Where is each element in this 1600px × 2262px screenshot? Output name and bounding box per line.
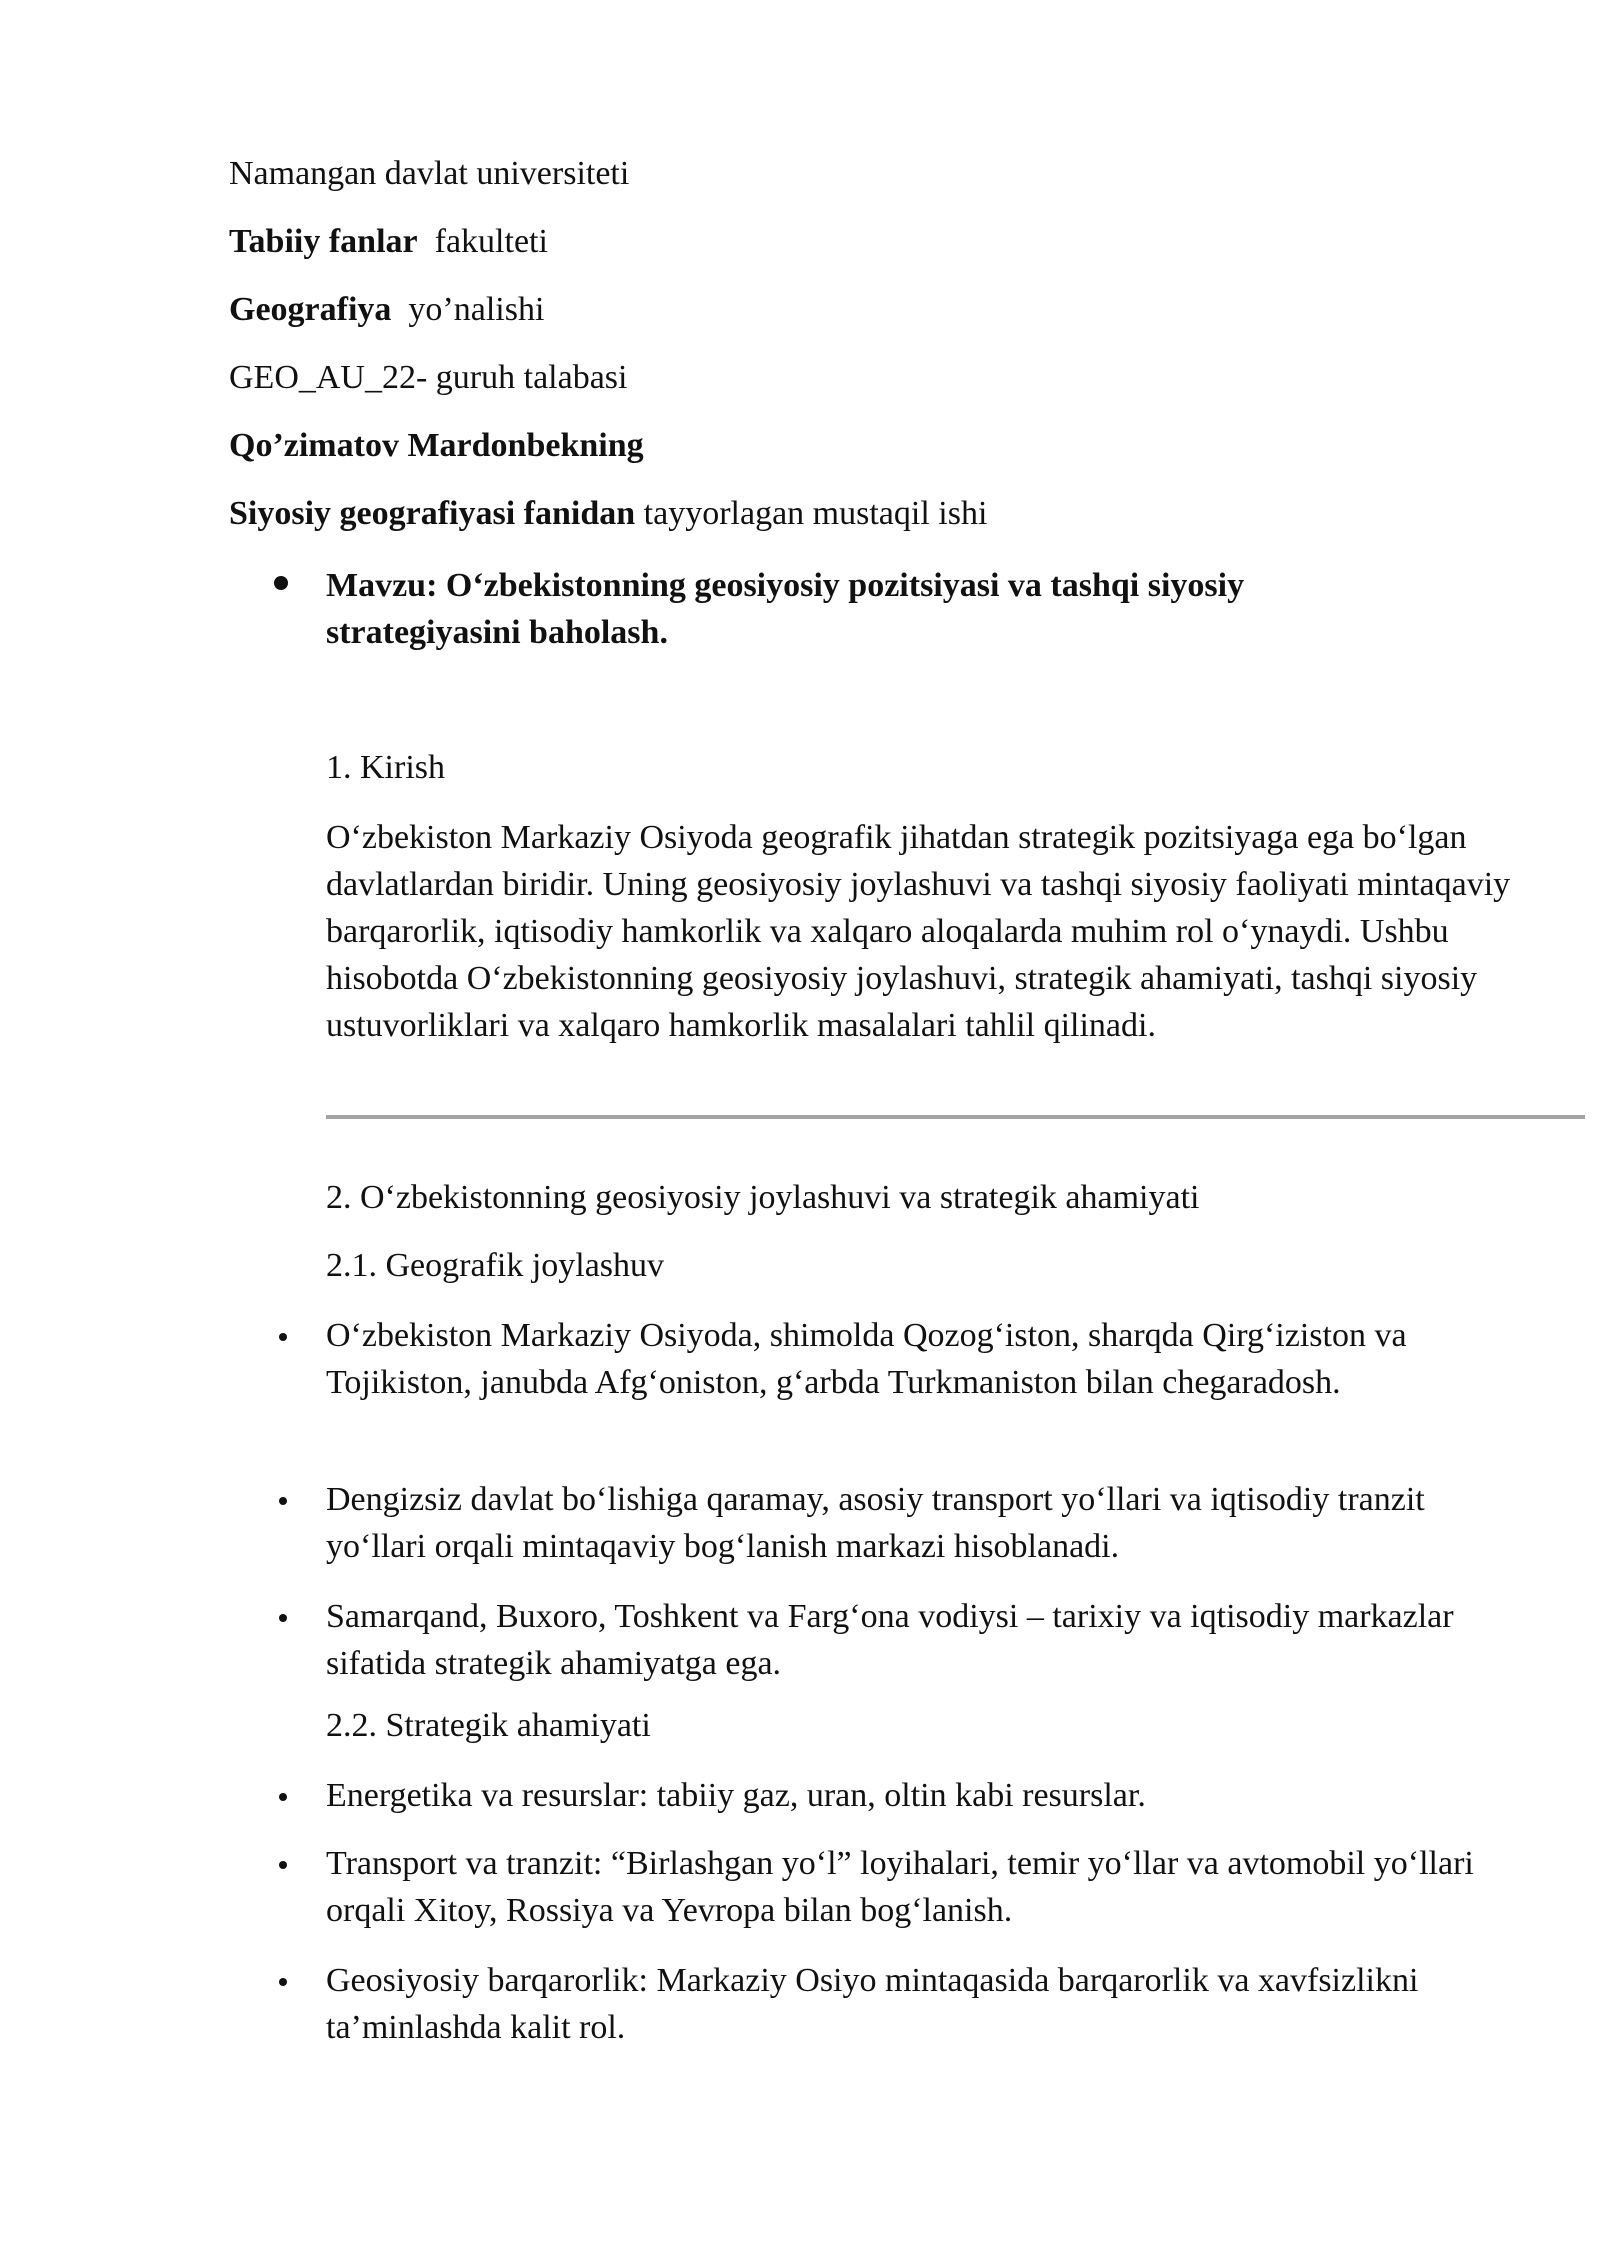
topic-title: Mavzu: O‘zbekistonning geosiyosiy pozitsiyasi va tashqi siyosiy strategiyasini baholash. [326,567,1245,651]
direction-suffix: yo’nalishi [408,291,545,328]
list-item: Dengizsiz davlat bo‘lishiga qaramay, asosiy transport yo‘llari va iqtisodiy tranzit yo‘llari orqali mintaqaviy bog‘lanish markazi hisoblanadi. [326,1481,1425,1565]
intro-heading: 1. Kirish [326,749,445,786]
bullet-icon [279,1861,287,1869]
student-name-text: Qo’zimatov Mardonbekning [229,427,644,464]
section22-heading: 2.2. Strategik ahamiyati [326,1707,651,1744]
horizontal-divider [326,1115,1585,1119]
direction-line [229,290,544,330]
bullet-icon [279,1497,287,1505]
subject-line [229,494,987,534]
faculty-suffix: fakulteti [434,223,548,260]
bullet-icon [279,1614,287,1622]
section21-heading: 2.1. Geografik joylashuv [326,1247,665,1284]
faculty-name: Tabiiy fanlar [229,223,418,260]
bullet-icon [279,1793,287,1801]
list-item: Energetika va resurslar: tabiiy gaz, uran, oltin kabi resurslar. [326,1777,1146,1814]
faculty-line [229,222,548,262]
student-name [229,426,644,466]
subject-suffix: tayyorlagan mustaqil ishi [643,495,988,532]
bullet-icon [279,1978,287,1986]
direction-name: Geografiya [229,291,392,328]
group-line: GEO_AU_22- guruh talabasi [229,359,628,396]
section2-heading: 2. O‘zbekistonning geosiyosiy joylashuvi va strategik ahamiyati [326,1179,1200,1216]
list-item: Samarqand, Buxoro, Toshkent va Farg‘ona vodiysi – tarixiy va iqtisodiy markazlar sifatida strategik ahamiyatga ega. [326,1598,1454,1682]
topic-bullet-icon [274,576,288,590]
bullet-icon [279,1333,287,1341]
intro-paragraph: O‘zbekiston Markaziy Osiyoda geografik jihatdan strategik pozitsiyaga ega bo‘lgan davlatlardan biridir. Uning geosiyosiy joylashuvi va tashqi siyosiy faoliyati mintaqaviy barqarorlik, iqtisodiy hamkorlik va xalqaro aloqalarda muhim rol o‘ynaydi. Ushbu hisobotda O‘zbekistonning geosiyosiy joylashuvi, strategik ahamiyati, tashqi siyosiy ustuvorliklari va xalqaro hamkorlik masalalari tahlil qilinadi. [326,819,1511,1044]
list-item: Geosiyosiy barqarorlik: Markaziy Osiyo mintaqasida barqarorlik va xavfsizlikni ta’minlashda kalit rol. [326,1962,1419,2046]
university-name: Namangan davlat universiteti [229,155,630,192]
list-item: O‘zbekiston Markaziy Osiyoda, shimolda Qozog‘iston, sharqda Qirg‘iziston va Tojikiston, janubda Afg‘oniston, g‘arbda Turkmaniston bilan chegaradosh. [326,1317,1407,1401]
subject-name: Siyosiy geografiyasi fanidan [229,495,636,532]
list-item: Transport va tranzit: “Birlashgan yo‘l” loyihalari, temir yo‘llar va avtomobil yo‘llari orqali Xitoy, Rossiya va Yevropa bilan bog‘lanish. [326,1845,1474,1929]
